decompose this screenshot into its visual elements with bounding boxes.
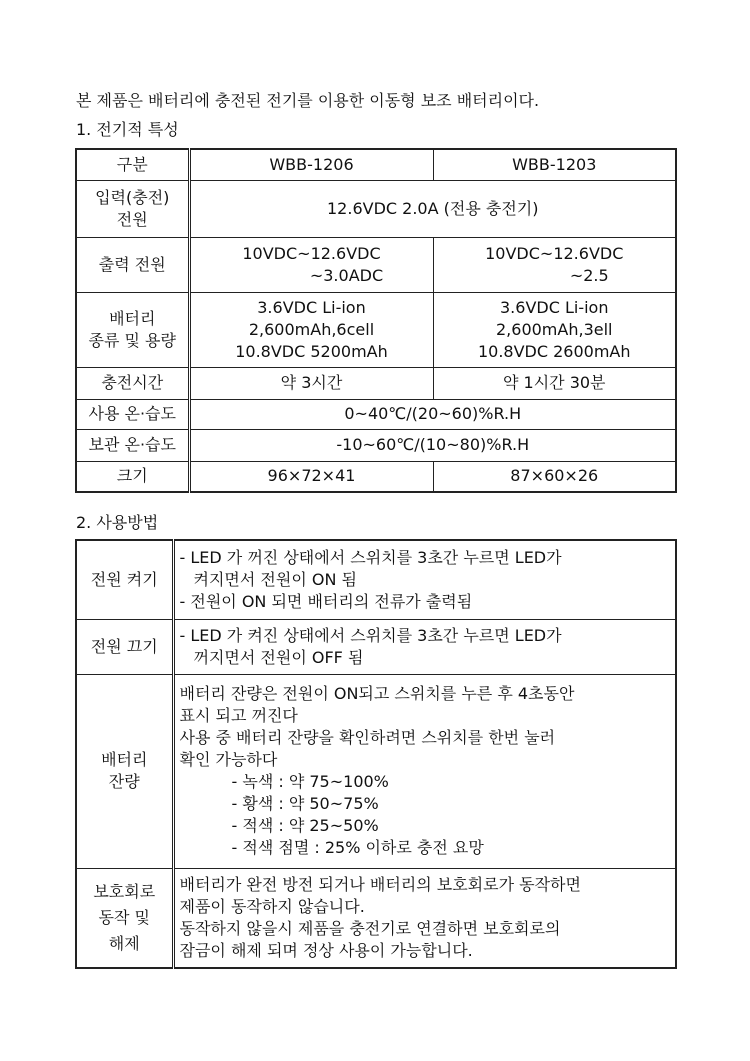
battery-level-yellow: - 황색 : 약 50~75% [231, 794, 379, 813]
spec-row-output [76, 237, 676, 292]
battery-level-red: - 적색 : 약 25~50% [231, 816, 379, 835]
usage-row-power-off [76, 619, 676, 674]
spec-size-model-1: 96×72×41 [189, 461, 433, 492]
spec-use-env-value: 0~40℃/(20~60)%R.H [189, 399, 676, 429]
spec-storage-env-value: -10~60℃/(10~80)%R.H [189, 429, 676, 461]
spec-table [75, 148, 677, 493]
spec-use-env-label: 사용 온·습도 [76, 399, 189, 429]
usage-power-off-desc: - LED 가 켜진 상태에서 스위치를 3초간 누르면 LED가 꺼지면서 전원이 OFF 됨 [173, 619, 676, 674]
spec-charge-time-model-1: 약 3시간 [189, 367, 433, 399]
usage-protection-desc: 배터리가 완전 방전 되거나 배터리의 보호회로가 동작하면 제품이 동작하지 않습니다. 동작하지 않을시 제품을 충전기로 연결하면 보호회로의 잠금이 해제 되며 정상 사용이 가능합니다. [173, 868, 676, 968]
spec-row-battery [76, 292, 676, 367]
spec-header-label: 구분 [76, 149, 189, 180]
intro-text: 본 제품은 배터리에 충전된 전기를 이용한 이동형 보조 배터리이다. [76, 91, 540, 110]
usage-table [75, 539, 677, 969]
spec-row-header [76, 149, 676, 180]
spec-output-model-1: 10VDC~12.6VDC ~3.0ADC [189, 237, 433, 292]
spec-row-use-env [76, 399, 676, 429]
spec-charge-time-model-2: 약 1시간 30분 [433, 367, 676, 399]
usage-power-off-label: 전원 끄기 [76, 619, 173, 674]
spec-input-label: 입력(충전) 전원 [76, 180, 189, 237]
spec-battery-model-1: 3.6VDC Li-ion 2,600mAh,6cell 10.8VDC 5200mAh [189, 292, 433, 367]
usage-power-on-desc: - LED 가 꺼진 상태에서 스위치를 3초간 누르면 LED가 켜지면서 전원이 ON 됨 - 전원이 ON 되면 배터리의 전류가 출력됨 [173, 540, 676, 619]
spec-row-size [76, 461, 676, 492]
battery-level-green: - 녹색 : 약 75~100% [231, 772, 389, 791]
spec-size-label: 크기 [76, 461, 189, 492]
usage-battery-level-label: 배터리 잔량 [76, 674, 173, 868]
usage-row-battery-level [76, 674, 676, 868]
spec-output-model-2: 10VDC~12.6VDC ~2.5 [433, 237, 676, 292]
spec-header-model-2: WBB-1203 [433, 149, 676, 180]
section-2-title: 2. 사용방법 [76, 513, 159, 532]
spec-size-model-2: 87×60×26 [433, 461, 676, 492]
spec-battery-label: 배터리 종류 및 용량 [76, 292, 189, 367]
usage-row-power-on [76, 540, 676, 619]
spec-input-value: 12.6VDC 2.0A (전용 충전기) [189, 180, 676, 237]
spec-row-input [76, 180, 676, 237]
section-1-title: 1. 전기적 특성 [76, 120, 179, 139]
spec-row-charge-time [76, 367, 676, 399]
spec-header-model-1: WBB-1206 [189, 149, 433, 180]
spec-row-storage-env [76, 429, 676, 461]
spec-charge-time-label: 충전시간 [76, 367, 189, 399]
usage-battery-level-desc: 배터리 잔량은 전원이 ON되고 스위치를 누른 후 4초동안 표시 되고 꺼진다 사용 중 배터리 잔량을 확인하려면 스위치를 한번 눌러 확인 가능하다 - 녹색 : 약 75~100% - 황색 : 약 50~75% - 적색 : 약 25~50% - 적색 점멸 : 25% 이하로 충전 요망 [173, 674, 676, 868]
battery-level-red-blink: - 적색 점멸 : 25% 이하로 충전 요망 [231, 838, 484, 857]
spec-output-label: 출력 전원 [76, 237, 189, 292]
usage-protection-label: 보호회로 동작 및 해제 [76, 868, 173, 968]
usage-row-protection [76, 868, 676, 968]
spec-storage-env-label: 보관 온·습도 [76, 429, 189, 461]
spec-battery-model-2: 3.6VDC Li-ion 2,600mAh,3ell 10.8VDC 2600mAh [433, 292, 676, 367]
usage-power-on-label: 전원 켜기 [76, 540, 173, 619]
